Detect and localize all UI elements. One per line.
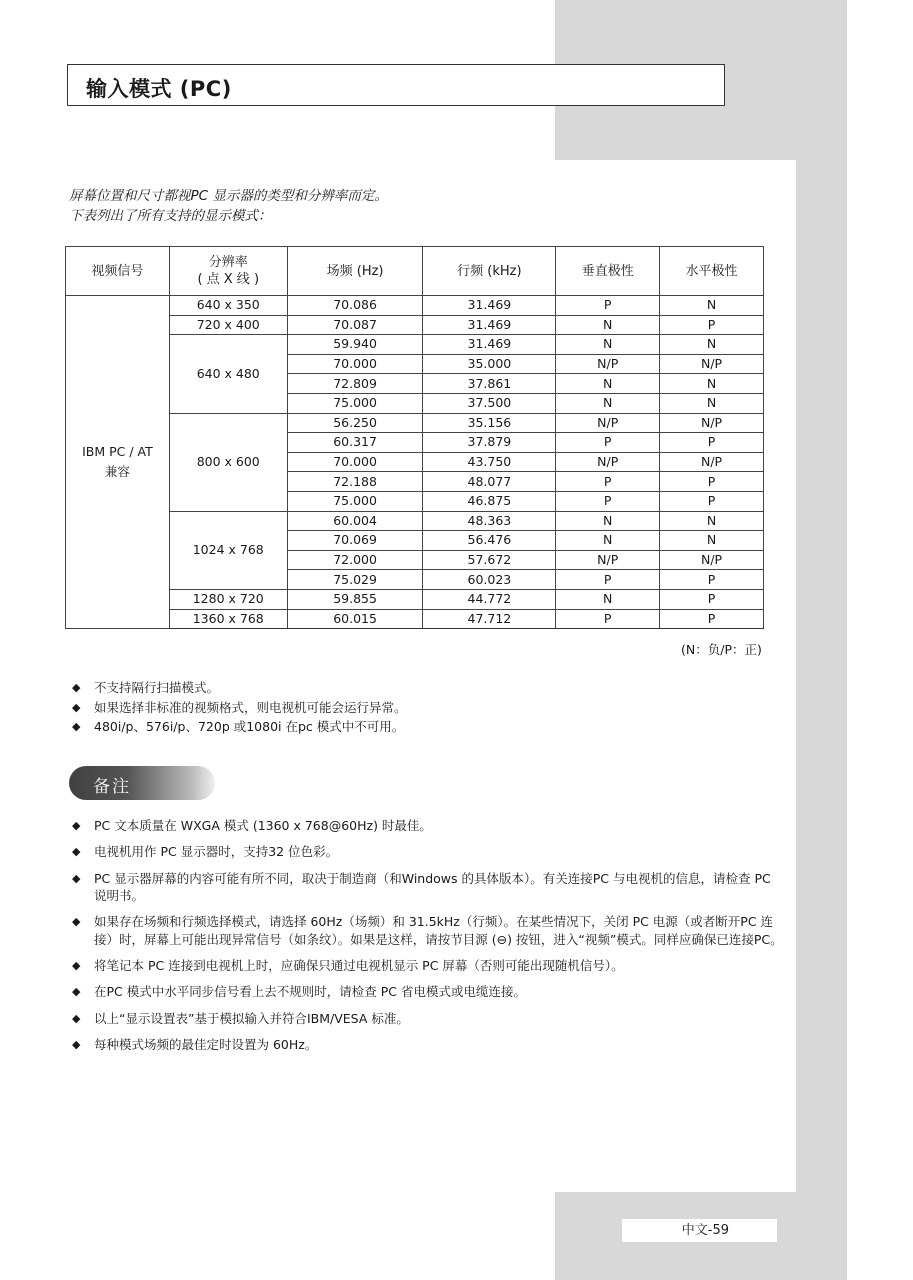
list-item-text: PC 显示器屏幕的内容可能有所不同，取决于制造商（和Windows 的具体版本）。有关连接PC 与电视机的信息，请检查 PC 说明书。 (94, 870, 771, 904)
list-item-text: PC 文本质量在 WXGA 模式 (1360 x 768@60Hz) 时最佳。 (94, 818, 432, 833)
value-cell: N (660, 531, 764, 551)
diamond-bullet-icon: ◆ (72, 985, 81, 999)
value-cell: N (556, 531, 660, 551)
resolution-cell: 640 x 480 (169, 335, 287, 413)
diamond-bullet-icon: ◆ (72, 845, 81, 859)
page-title: 输入模式 (PC) (86, 77, 232, 101)
list-item (70, 913, 785, 948)
value-cell: P (556, 491, 660, 511)
value-cell: N (660, 374, 764, 394)
resolution-cell: 1024 x 768 (169, 511, 287, 589)
list-item (70, 1010, 785, 1028)
diamond-bullet-icon: ◆ (72, 720, 81, 733)
notes-bottom-list (70, 817, 785, 1062)
value-cell: P (660, 491, 764, 511)
value-cell: N/P (556, 354, 660, 374)
value-cell: 72.000 (287, 550, 423, 570)
remark-header (69, 766, 215, 800)
value-cell: N (556, 315, 660, 335)
value-cell: N (556, 374, 660, 394)
value-cell: 43.750 (423, 452, 556, 472)
table-header-row (66, 247, 764, 296)
value-cell: 60.317 (287, 433, 423, 453)
value-cell: 56.476 (423, 531, 556, 551)
value-cell: 60.023 (423, 570, 556, 590)
remark-title: 备注 (93, 777, 131, 797)
value-cell: 31.469 (423, 315, 556, 335)
page-title-box (67, 64, 725, 106)
value-cell: 70.086 (287, 296, 423, 316)
value-cell: 59.940 (287, 335, 423, 355)
value-cell: P (556, 296, 660, 316)
table-header-cell: 分辨率 ( 点 X 线 ) (169, 247, 287, 296)
value-cell: N (660, 296, 764, 316)
table-row (66, 589, 764, 609)
intro-line: 屏幕位置和尺寸都视PC 显示器的类型和分辨率而定。 (69, 188, 388, 204)
list-item-text: 以上“显示设置表”基于模拟输入并符合IBM/VESA 标准。 (94, 1010, 409, 1026)
resolution-cell: 1280 x 720 (169, 589, 287, 609)
table-header-cell: 水平极性 (660, 247, 764, 296)
table-row (66, 335, 764, 355)
list-item (70, 1036, 785, 1054)
value-cell: 31.469 (423, 335, 556, 355)
value-cell: P (660, 609, 764, 629)
table-row (66, 413, 764, 433)
table-row (66, 315, 764, 335)
value-cell: 56.250 (287, 413, 423, 433)
table-row (66, 296, 764, 316)
value-cell: 31.469 (423, 296, 556, 316)
value-cell: N (556, 335, 660, 355)
table-header-cell: 场频 (Hz) (287, 247, 423, 296)
list-item (70, 698, 407, 718)
value-cell: N (556, 589, 660, 609)
resolution-cell: 640 x 350 (169, 296, 287, 316)
list-item (70, 717, 407, 737)
table-header-cell: 行频 (kHz) (423, 247, 556, 296)
list-item-text: 将笔记本 PC 连接到电视机上时，应确保只通过电视机显示 PC 屏幕（否则可能出现随机信号）。 (94, 958, 624, 974)
resolution-cell: 720 x 400 (169, 315, 287, 335)
table-header-cell: 视频信号 (66, 247, 170, 296)
diamond-bullet-icon: ◆ (72, 1011, 81, 1025)
value-cell: P (660, 315, 764, 335)
value-cell: N/P (660, 413, 764, 433)
value-cell: 75.029 (287, 570, 423, 590)
notes-top-list (70, 678, 407, 737)
list-item-text: 在PC 模式中水平同步信号看上去不规则时，请检查 PC 省电模式或电缆连接。 (94, 984, 526, 1000)
value-cell: P (660, 570, 764, 590)
value-cell: 70.087 (287, 315, 423, 335)
intro-line: 下表列出了所有支持的显示模式： (69, 208, 272, 224)
value-cell: 48.363 (423, 511, 556, 531)
value-cell: 72.188 (287, 472, 423, 492)
value-cell: N/P (660, 452, 764, 472)
resolution-cell: 800 x 600 (169, 413, 287, 511)
diamond-bullet-icon: ◆ (72, 1038, 81, 1052)
value-cell: 70.000 (287, 452, 423, 472)
value-cell: 46.875 (423, 491, 556, 511)
value-cell: N/P (660, 354, 764, 374)
diamond-bullet-icon: ◆ (72, 871, 81, 885)
value-cell: 72.809 (287, 374, 423, 394)
value-cell: 47.712 (423, 609, 556, 629)
value-cell: 35.000 (423, 354, 556, 374)
table-body (66, 296, 764, 629)
polarity-legend: (N：负/P：正) (681, 642, 762, 657)
value-cell: 70.069 (287, 531, 423, 551)
list-item (70, 983, 785, 1001)
list-item-text: 480i/p、576i/p、720p 或1080i 在pc 模式中不可用。 (94, 719, 405, 734)
display-modes-table (65, 246, 764, 629)
diamond-bullet-icon: ◆ (72, 819, 81, 832)
value-cell: 60.004 (287, 511, 423, 531)
value-cell: N (660, 335, 764, 355)
value-cell: N (660, 511, 764, 531)
intro-text (69, 186, 388, 226)
value-cell: 75.000 (287, 491, 423, 511)
value-cell: P (660, 589, 764, 609)
value-cell: P (556, 570, 660, 590)
list-item (70, 843, 785, 861)
value-cell: 70.000 (287, 354, 423, 374)
value-cell: 60.015 (287, 609, 423, 629)
value-cell: N (660, 393, 764, 413)
diamond-bullet-icon: ◆ (72, 959, 81, 973)
value-cell: N/P (660, 550, 764, 570)
value-cell: N/P (556, 550, 660, 570)
list-item-text: 如果选择非标准的视频格式，则电视机可能会运行异常。 (94, 699, 407, 715)
table-row (66, 609, 764, 629)
list-item (70, 957, 785, 975)
list-item-text: 不支持隔行扫描模式。 (94, 680, 220, 695)
list-item (70, 817, 785, 835)
list-item (70, 870, 785, 905)
value-cell: 57.672 (423, 550, 556, 570)
diamond-bullet-icon: ◆ (72, 700, 81, 714)
value-cell: 48.077 (423, 472, 556, 492)
value-cell: 37.500 (423, 393, 556, 413)
value-cell: 75.000 (287, 393, 423, 413)
resolution-cell: 1360 x 768 (169, 609, 287, 629)
table-header-cell: 垂直极性 (556, 247, 660, 296)
decor-gray-side (796, 160, 847, 1280)
value-cell: 37.879 (423, 433, 556, 453)
value-cell: P (660, 472, 764, 492)
value-cell: N (556, 393, 660, 413)
value-cell: 37.861 (423, 374, 556, 394)
list-item (70, 678, 407, 698)
value-cell: P (556, 472, 660, 492)
diamond-bullet-icon: ◆ (72, 915, 81, 929)
diamond-bullet-icon: ◆ (72, 681, 81, 694)
value-cell: P (660, 433, 764, 453)
list-item-text: 每种模式场频的最佳定时设置为 60Hz。 (94, 1037, 318, 1053)
list-item-text: 电视机用作 PC 显示器时，支持32 位色彩。 (94, 844, 339, 860)
value-cell: N/P (556, 413, 660, 433)
value-cell: 59.855 (287, 589, 423, 609)
page-number: 中文-59 (622, 1219, 777, 1242)
value-cell: N/P (556, 452, 660, 472)
value-cell: 44.772 (423, 589, 556, 609)
value-cell: P (556, 433, 660, 453)
list-item-text: 如果存在场频和行频选择模式，请选择 60Hz（场频）和 31.5kHz（行频）。在某些情况下，关闭 PC 电源（或者断开PC 连接）时，屏幕上可能出现异常信号（如条纹）。如果是这样，请按节目源 (⊖) 按钮，进入“视频”模式。同样应确保已连接PC。 (94, 914, 783, 947)
value-cell: N (556, 511, 660, 531)
signal-cell: IBM PC / AT 兼容 (66, 296, 170, 629)
value-cell: P (556, 609, 660, 629)
value-cell: 35.156 (423, 413, 556, 433)
table-row (66, 511, 764, 531)
